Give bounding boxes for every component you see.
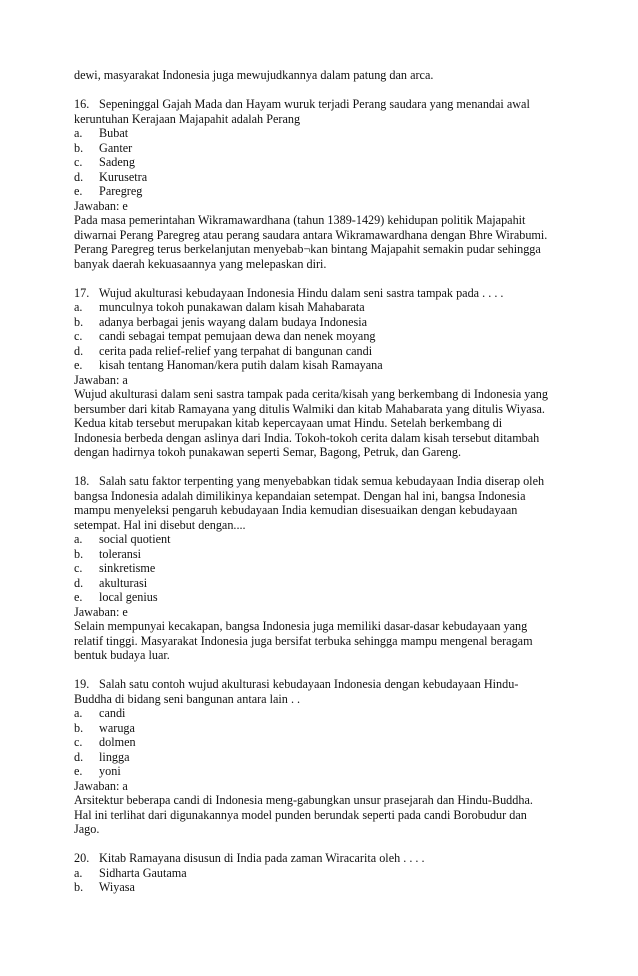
question-line: 18. Salah satu faktor terpenting yang menyebabkan tidak semua kebudayaan India diserap oleh [74, 474, 545, 488]
question-number: 18. [74, 474, 90, 488]
explanation-line: banyak daerah kekuasaannya yang melepaskan diri. [74, 256, 327, 271]
document-page [74, 68, 574, 895]
answer: Jawaban: e [74, 604, 128, 619]
option-b: b. waruga [74, 720, 135, 735]
option-c: c. candi sebagai tempat pemujaan dewa dan nenek moyang [74, 329, 376, 343]
option-c: c. Sadeng [74, 155, 135, 169]
option-d: d. lingga [74, 749, 130, 764]
question-20 [74, 851, 574, 895]
question-line: keruntuhan Kerajaan Majapahit adalah Perang [74, 111, 301, 126]
option-d: d. cerita pada relief-relief yang terpahat di bangunan candi [74, 343, 373, 358]
question-line: Buddha di bidang seni bangunan antara lain . . [74, 691, 301, 706]
question-16 [74, 97, 574, 271]
option-c: c. dolmen [74, 735, 136, 749]
question-number: 17. [74, 285, 90, 300]
question-line: setempat. Hal ini disebut dengan.... [74, 517, 246, 532]
option-c: c. sinkretisme [74, 561, 156, 575]
option-e: e. Paregreg [74, 184, 143, 198]
explanation-line: Perang Paregreg terus berkelanjutan menyebab¬kan bintang Majapahit semakin pudar sehingga [74, 242, 541, 256]
option-a: a. Bubat [74, 126, 129, 140]
question-number: 16. [74, 97, 90, 111]
explanation-line: diwarnai Perang Paregreg atau perang saudara antara Wikramawardhana dengan Bhre Wirabumi. [74, 227, 548, 242]
question-line: 17. Wujud akulturasi kebudayaan Indonesia Hindu dalam seni sastra tampak pada . . . . [74, 285, 504, 300]
intro-text [74, 68, 574, 83]
explanation-line: Arsitektur beberapa candi di Indonesia meng-gabungkan unsur prasejarah dan Hindu-Buddha. [74, 793, 533, 807]
question-18 [74, 474, 574, 663]
explanation-line: Selain mempunyai kecakapan, bangsa Indonesia juga memiliki dasar-dasar kebudayaan yang [74, 619, 528, 633]
question-17 [74, 286, 574, 460]
explanation-line: Kedua kitab tersebut merupakan kitab kepercayaan umat Hindu. Setelah berkembang di [74, 416, 503, 430]
explanation-line: Hal ini terlihat dari digunakannya model punden berundak seperti pada candi Borobudur dan [74, 807, 527, 822]
explanation-line: Indonesia berbeda dengan aslinya dari India. Tokoh-tokoh cerita dalam kisah tersebut ditambah [74, 430, 540, 445]
explanation-line: Jago. [74, 822, 100, 836]
question-19 [74, 677, 574, 837]
option-a: a. munculnya tokoh punakawan dalam kisah Mahabarata [74, 300, 365, 314]
question-number: 19. [74, 677, 90, 691]
option-d: d. akulturasi [74, 575, 148, 590]
question-line: 16. Sepeninggal Gajah Mada dan Hayam wuruk terjadi Perang saudara yang menandai awal [74, 97, 530, 111]
option-e: e. yoni [74, 764, 121, 778]
intro-line: dewi, masyarakat Indonesia juga mewujudkannya dalam patung dan arca. [74, 68, 434, 82]
answer: Jawaban: a [74, 372, 128, 387]
option-e: e. kisah tentang Hanoman/kera putih dalam kisah Ramayana [74, 358, 383, 372]
explanation-line: Pada masa pemerintahan Wikramawardhana (tahun 1389-1429) kehidupan politik Majapahit [74, 213, 526, 227]
question-line: 19. Salah satu contoh wujud akulturasi kebudayaan Indonesia dengan kebudayaan Hindu- [74, 677, 519, 691]
option-b: b. Wiyasa [74, 880, 135, 894]
answer: Jawaban: a [74, 778, 128, 793]
explanation-line: dengan hadirnya tokoh punakawan seperti Semar, Bagong, Petruk, dan Gareng. [74, 445, 462, 459]
option-b: b. toleransi [74, 546, 142, 561]
explanation-line: bentuk budaya luar. [74, 648, 170, 662]
option-a: a. Sidharta Gautama [74, 865, 187, 880]
explanation-line: relatif tinggi. Masyarakat Indonesia juga bersifat terbuka sehingga mampu mengenal beragam [74, 633, 533, 648]
option-b: b. adanya berbagai jenis wayang dalam budaya Indonesia [74, 314, 368, 329]
option-a: a. social quotient [74, 532, 171, 546]
question-number: 20. [74, 851, 90, 865]
option-a: a. candi [74, 706, 126, 720]
option-b: b. Ganter [74, 140, 133, 155]
question-line: 20. Kitab Ramayana disusun di India pada zaman Wiracarita oleh . . . . [74, 851, 425, 865]
explanation-line: Wujud akulturasi dalam seni sastra tampak pada cerita/kisah yang berkembang di Indonesia yang [74, 387, 548, 401]
question-line: bangsa Indonesia adalah dimilikinya kepandaian setempat. Dengan hal ini, bangsa Indonesia [74, 488, 526, 503]
answer: Jawaban: e [74, 198, 128, 213]
explanation-line: bersumber dari kitab Ramayana yang ditulis Walmiki dan kitab Mahabarata yang ditulis Wiyasa. [74, 401, 545, 416]
question-line: mampu menyeleksi pengaruh kebudayaan India kemudian disesuaikan dengan kebudayaan [74, 503, 518, 517]
option-d: d. Kurusetra [74, 169, 148, 184]
option-e: e. local genius [74, 590, 158, 604]
